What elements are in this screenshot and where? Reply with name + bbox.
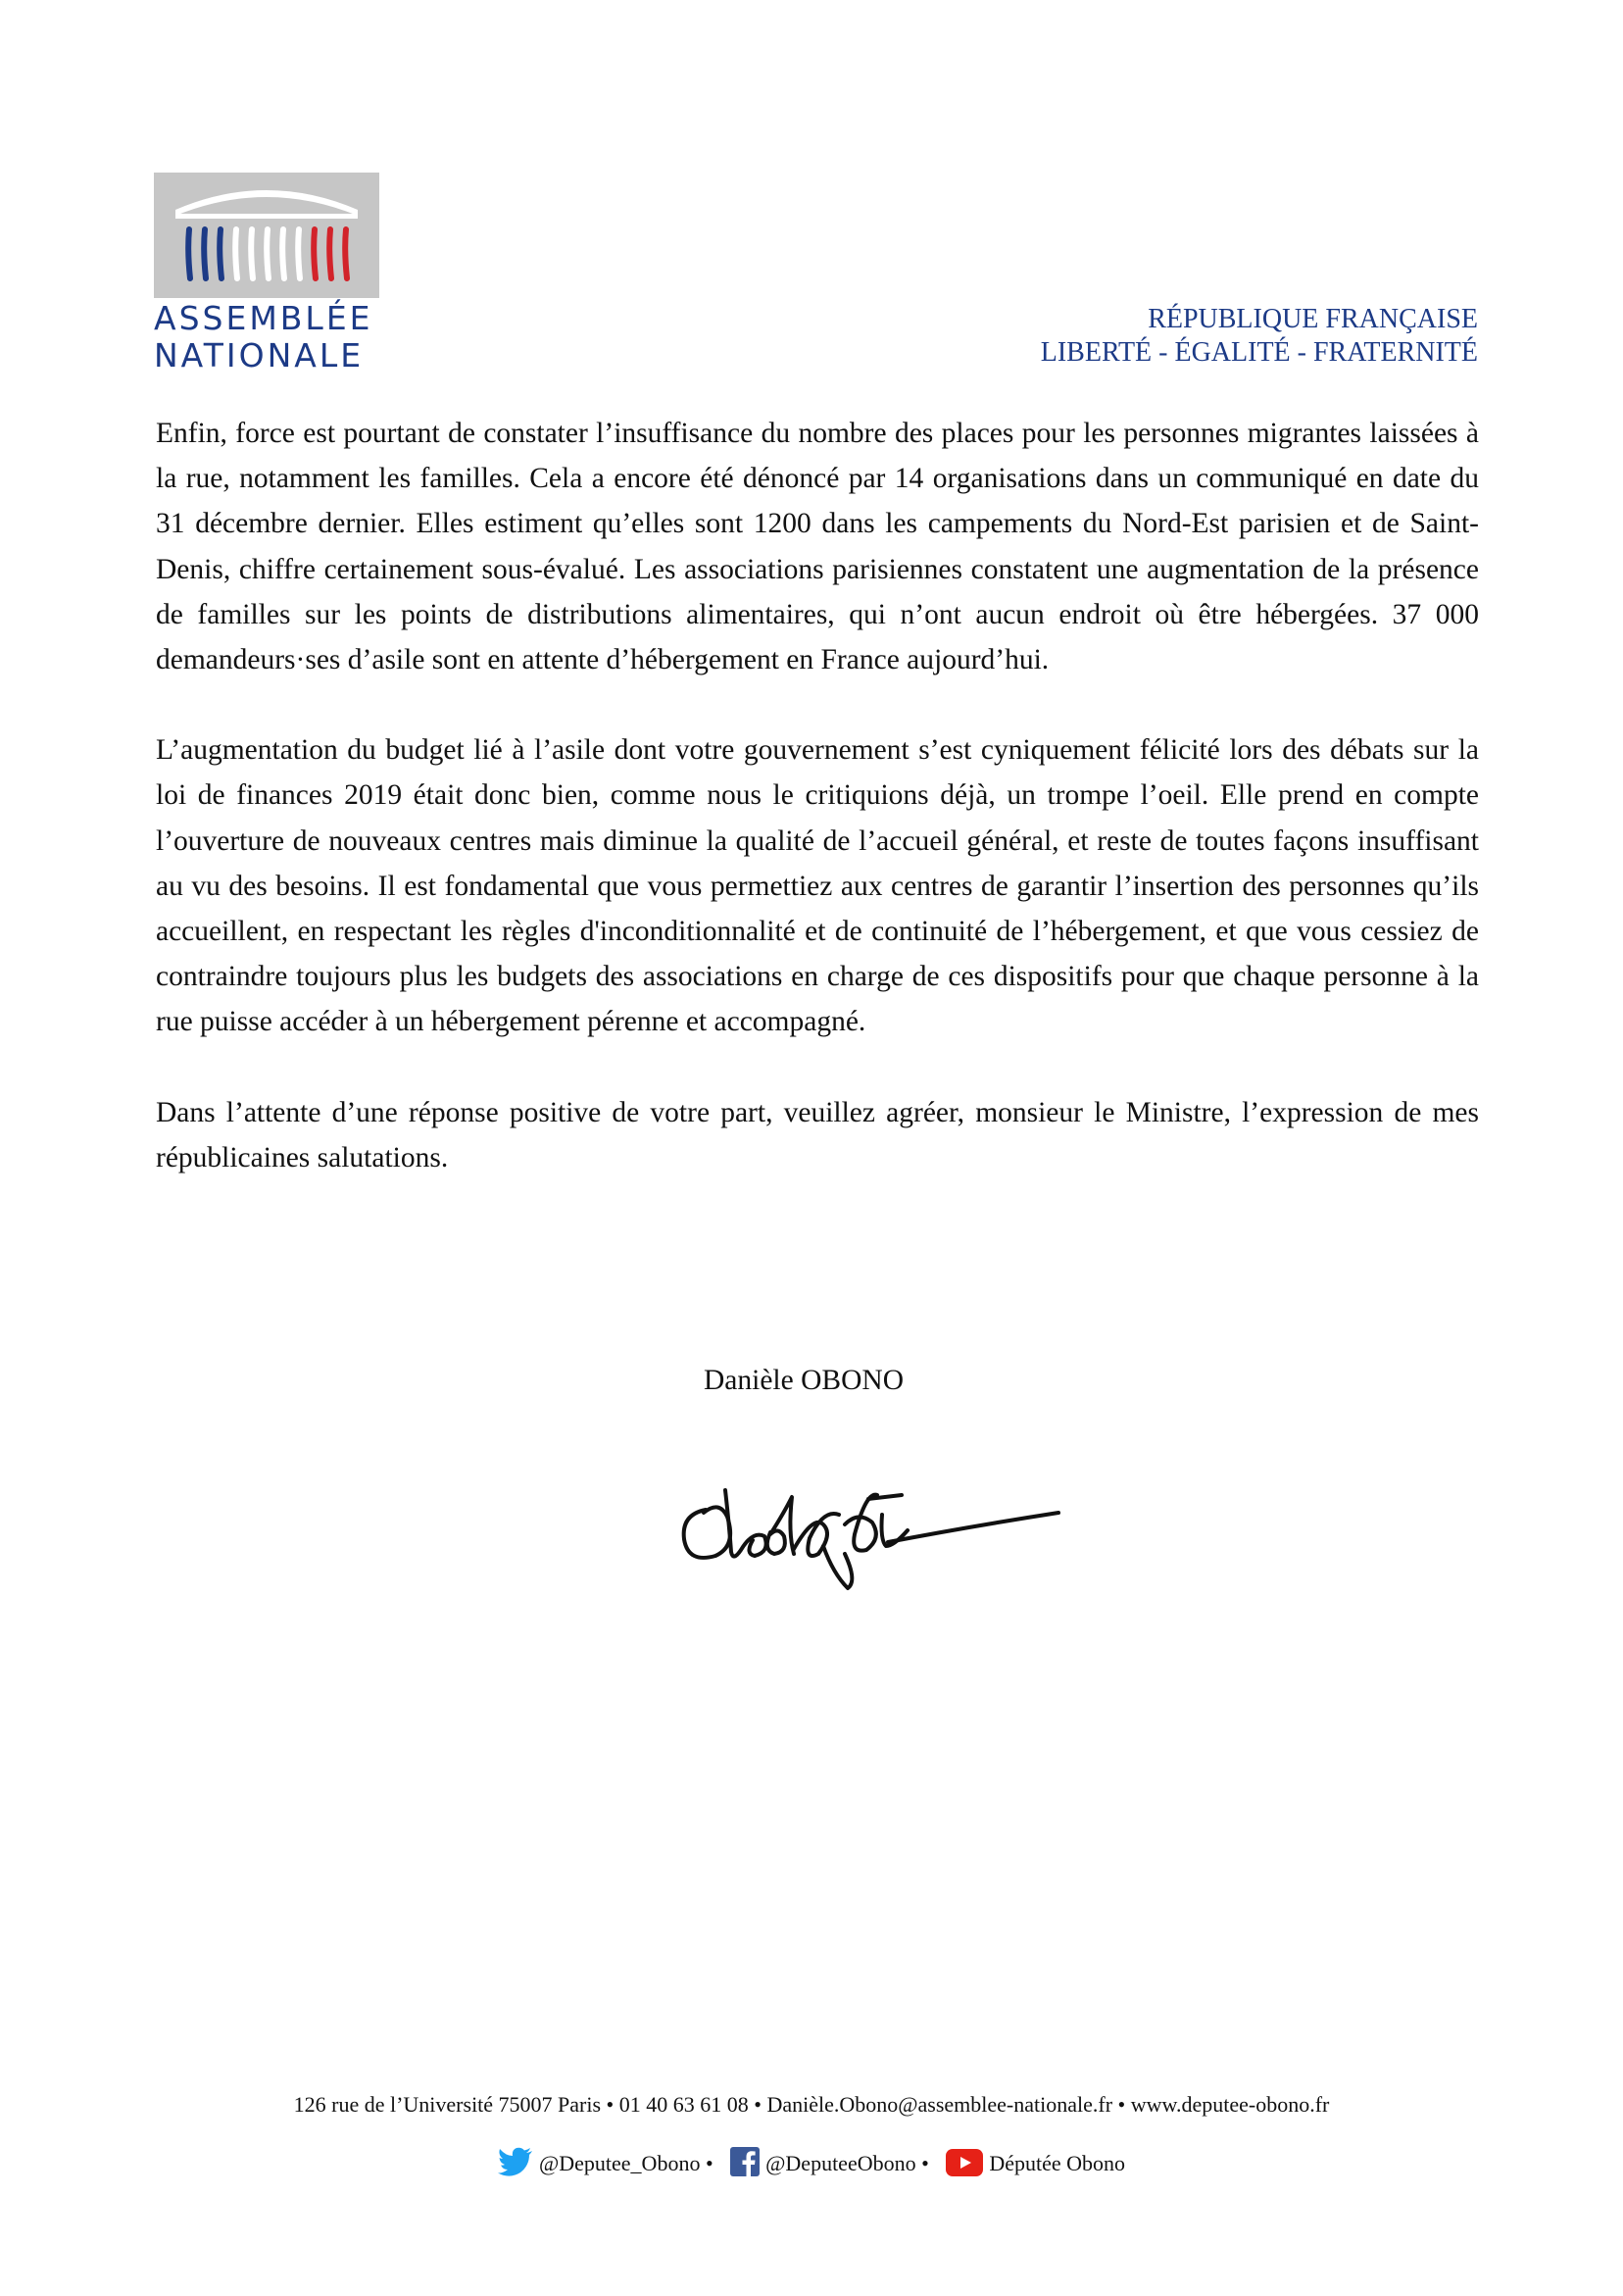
twitter-icon [498, 2147, 533, 2182]
republic-title: RÉPUBLIQUE FRANÇAISE [1148, 304, 1478, 334]
paragraph-3: Dans l’attente d’une réponse positive de votre part, veuillez agréer, monsieur le Ministre, l’expression de mes républicaines salutations. [156, 1096, 1479, 1173]
letter-body [156, 411, 1479, 1225]
facebook-link[interactable] [730, 2151, 934, 2175]
handwritten-signature [676, 1456, 1068, 1598]
hemicycle-icon [154, 173, 379, 298]
republic-motto: LIBERTÉ - ÉGALITÉ - FRATERNITÉ [1040, 337, 1478, 368]
paragraph-1: Enfin, force est pourtant de constater l’insuffisance du nombre des places pour les personnes migrantes laissées à la rue, notamment les familles. Cela a encore été dénoncé par 14 organisations dans un communiqué en date du 31 décembre dernier. Elles estiment qu’elles sont 1200 dans les campements du Nord-Est parisien et de Saint-Denis, chiffre certainement sous-évalué. Les associations parisiennes constatent une augmentation de la présence de familles sur les points de distributions alimentaires, qui n’ont aucun endroit où être hébergées. 37 000 demandeurs·ses d’asile sont en attente d’hébergement en France aujourd’hui. [156, 418, 1479, 676]
paragraph-2: L’augmentation du budget lié à l’asile dont votre gouvernement s’est cyniquement félicité lors des débats sur la loi de finances 2019 était donc bien, comme nous le critiquions déjà, un trompe l’oeil. Elle prend en compte l’ouverture de nouveaux centres mais diminue la qualité de l’accueil général, et reste de toutes façons insuffisant au vu des besoins. Il est fondamental que vous permettiez aux centres de garantir l’insertion des personnes qu’ils accueillent, en respectant les règles d'inconditionnalité et de continuité de l’hébergement, et que vous cessiez de contraindre toujours plus les budgets des associations en charge de ces dispositifs pour que chaque personne à la rue puisse accéder à un hébergement pérenne et accompagné. [156, 734, 1479, 1038]
youtube-link[interactable] [946, 2151, 1125, 2175]
logo-emblem [154, 173, 379, 298]
signer-name: Danièle OBONO [704, 1365, 904, 1396]
assemblee-nationale-logo [154, 173, 379, 373]
facebook-handle: @DeputeeObono • [765, 2151, 929, 2175]
social-links [0, 2147, 1623, 2182]
youtube-channel: Députée Obono [989, 2151, 1125, 2175]
logo-text-line2: NATIONALE [154, 336, 365, 374]
youtube-icon [946, 2149, 983, 2182]
logo-text-line1: ASSEMBLÉE [154, 299, 373, 337]
twitter-handle: @Deputee_Obono • [539, 2151, 713, 2175]
republic-header [1041, 303, 1478, 370]
twitter-link[interactable] [498, 2151, 718, 2175]
facebook-icon [730, 2147, 760, 2182]
footer-address: 126 rue de l’Université 75007 Paris • 01 40 63 61 08 • Danièle.Obono@assemblee-nationale.fr • www.deputee-obono.fr [293, 2092, 1330, 2117]
